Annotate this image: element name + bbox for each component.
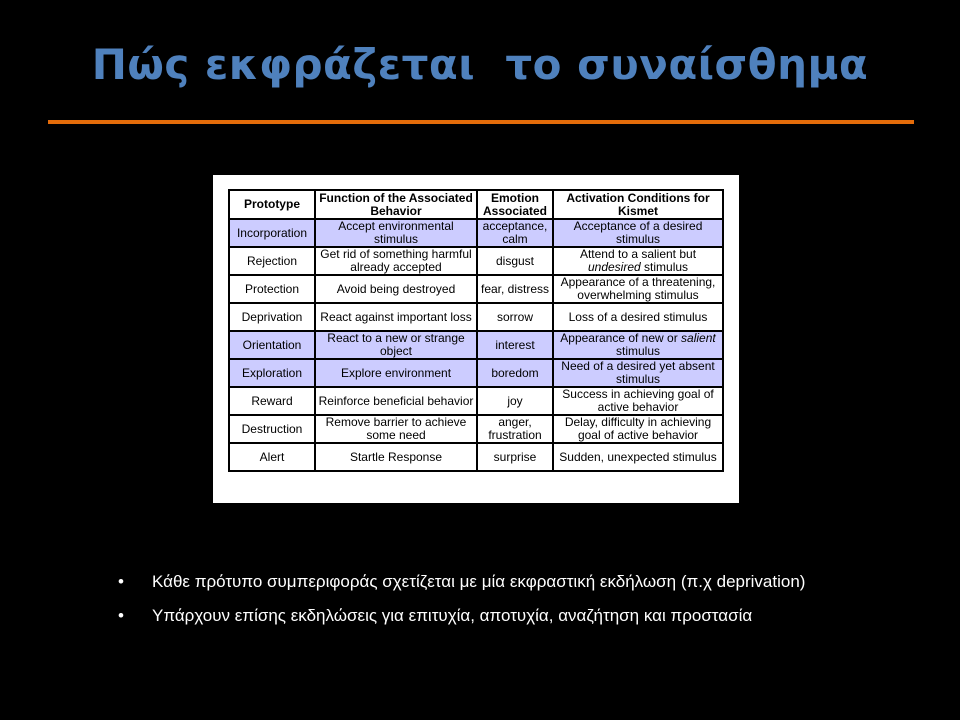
cell-emotion: sorrow xyxy=(477,303,553,331)
cell-prototype: Alert xyxy=(229,443,315,471)
title-underline xyxy=(48,120,914,124)
cell-emotion: boredom xyxy=(477,359,553,387)
activation-text-end: stimulus xyxy=(640,260,689,274)
table-row xyxy=(229,219,723,247)
cell-emotion: joy xyxy=(477,387,553,415)
cell-function: Startle Response xyxy=(315,443,477,471)
activation-text-end: stimulus xyxy=(615,344,660,358)
bullet-list xyxy=(118,571,918,639)
cell-activation: Delay, difficulty in achieving goal of active behavior xyxy=(553,415,723,443)
cell-function: Accept environmental stimulus xyxy=(315,219,477,247)
bullet-text: Κάθε πρότυπο συμπεριφοράς σχετίζεται με μία εκφραστική εκδήλωση (π.χ deprivation) xyxy=(152,572,806,591)
cell-function: React to a new or strange object xyxy=(315,331,477,359)
cell-prototype: Protection xyxy=(229,275,315,303)
bullet-text: Υπάρχουν επίσης εκδηλώσεις για επιτυχία, αποτυχία, αναζήτηση και προστασία xyxy=(152,606,753,625)
cell-emotion: disgust xyxy=(477,247,553,275)
cell-prototype: Orientation xyxy=(229,331,315,359)
cell-function: Get rid of something harmful already accepted xyxy=(315,247,477,275)
cell-activation: Sudden, unexpected stimulus xyxy=(553,443,723,471)
cell-prototype: Incorporation xyxy=(229,219,315,247)
bullet-item xyxy=(118,605,918,627)
cell-emotion: anger, frustration xyxy=(477,415,553,443)
bullet-marker: • xyxy=(118,572,124,591)
table-row xyxy=(229,331,723,359)
activation-emphasis: undesired xyxy=(587,260,641,274)
cell-function: React against important loss xyxy=(315,303,477,331)
cell-function: Reinforce beneficial behavior xyxy=(315,387,477,415)
cell-prototype: Destruction xyxy=(229,415,315,443)
header-function: Function of the Associated Behavior xyxy=(315,190,477,219)
activation-emphasis: salient xyxy=(681,331,716,345)
header-emotion: Emotion Associated xyxy=(477,190,553,219)
header-activation: Activation Conditions for Kismet xyxy=(553,190,723,219)
cell-prototype: Reward xyxy=(229,387,315,415)
table-row xyxy=(229,359,723,387)
cell-prototype: Exploration xyxy=(229,359,315,387)
cell-function: Remove barrier to achieve some need xyxy=(315,415,477,443)
cell-function: Explore environment xyxy=(315,359,477,387)
header-prototype: Prototype xyxy=(229,190,315,219)
cell-emotion: surprise xyxy=(477,443,553,471)
cell-prototype: Rejection xyxy=(229,247,315,275)
table-header-row xyxy=(229,190,723,219)
cell-emotion: interest xyxy=(477,331,553,359)
emotion-table-image xyxy=(213,175,739,503)
cell-activation: Acceptance of a desired stimulus xyxy=(553,219,723,247)
table-row xyxy=(229,275,723,303)
emotion-prototype-table xyxy=(228,189,724,472)
bullet-marker: • xyxy=(118,606,124,625)
cell-function: Avoid being destroyed xyxy=(315,275,477,303)
activation-text-start: Appearance of new or xyxy=(560,331,682,345)
cell-emotion: acceptance, calm xyxy=(477,219,553,247)
table-row xyxy=(229,415,723,443)
cell-prototype: Deprivation xyxy=(229,303,315,331)
cell-activation xyxy=(553,331,723,359)
cell-activation xyxy=(553,247,723,275)
cell-activation: Success in achieving goal of active behavior xyxy=(553,387,723,415)
cell-activation: Need of a desired yet absent stimulus xyxy=(553,359,723,387)
table-row xyxy=(229,387,723,415)
cell-activation: Loss of a desired stimulus xyxy=(553,303,723,331)
bullet-item xyxy=(118,571,918,593)
activation-text-start: Attend to a salient but xyxy=(579,247,697,261)
table-row xyxy=(229,443,723,471)
table-row xyxy=(229,303,723,331)
cell-emotion: fear, distress xyxy=(477,275,553,303)
slide-title: Πώς εκφράζεται το συναίσθημα xyxy=(91,40,869,89)
table-row xyxy=(229,247,723,275)
cell-activation: Appearance of a threatening, overwhelming stimulus xyxy=(553,275,723,303)
